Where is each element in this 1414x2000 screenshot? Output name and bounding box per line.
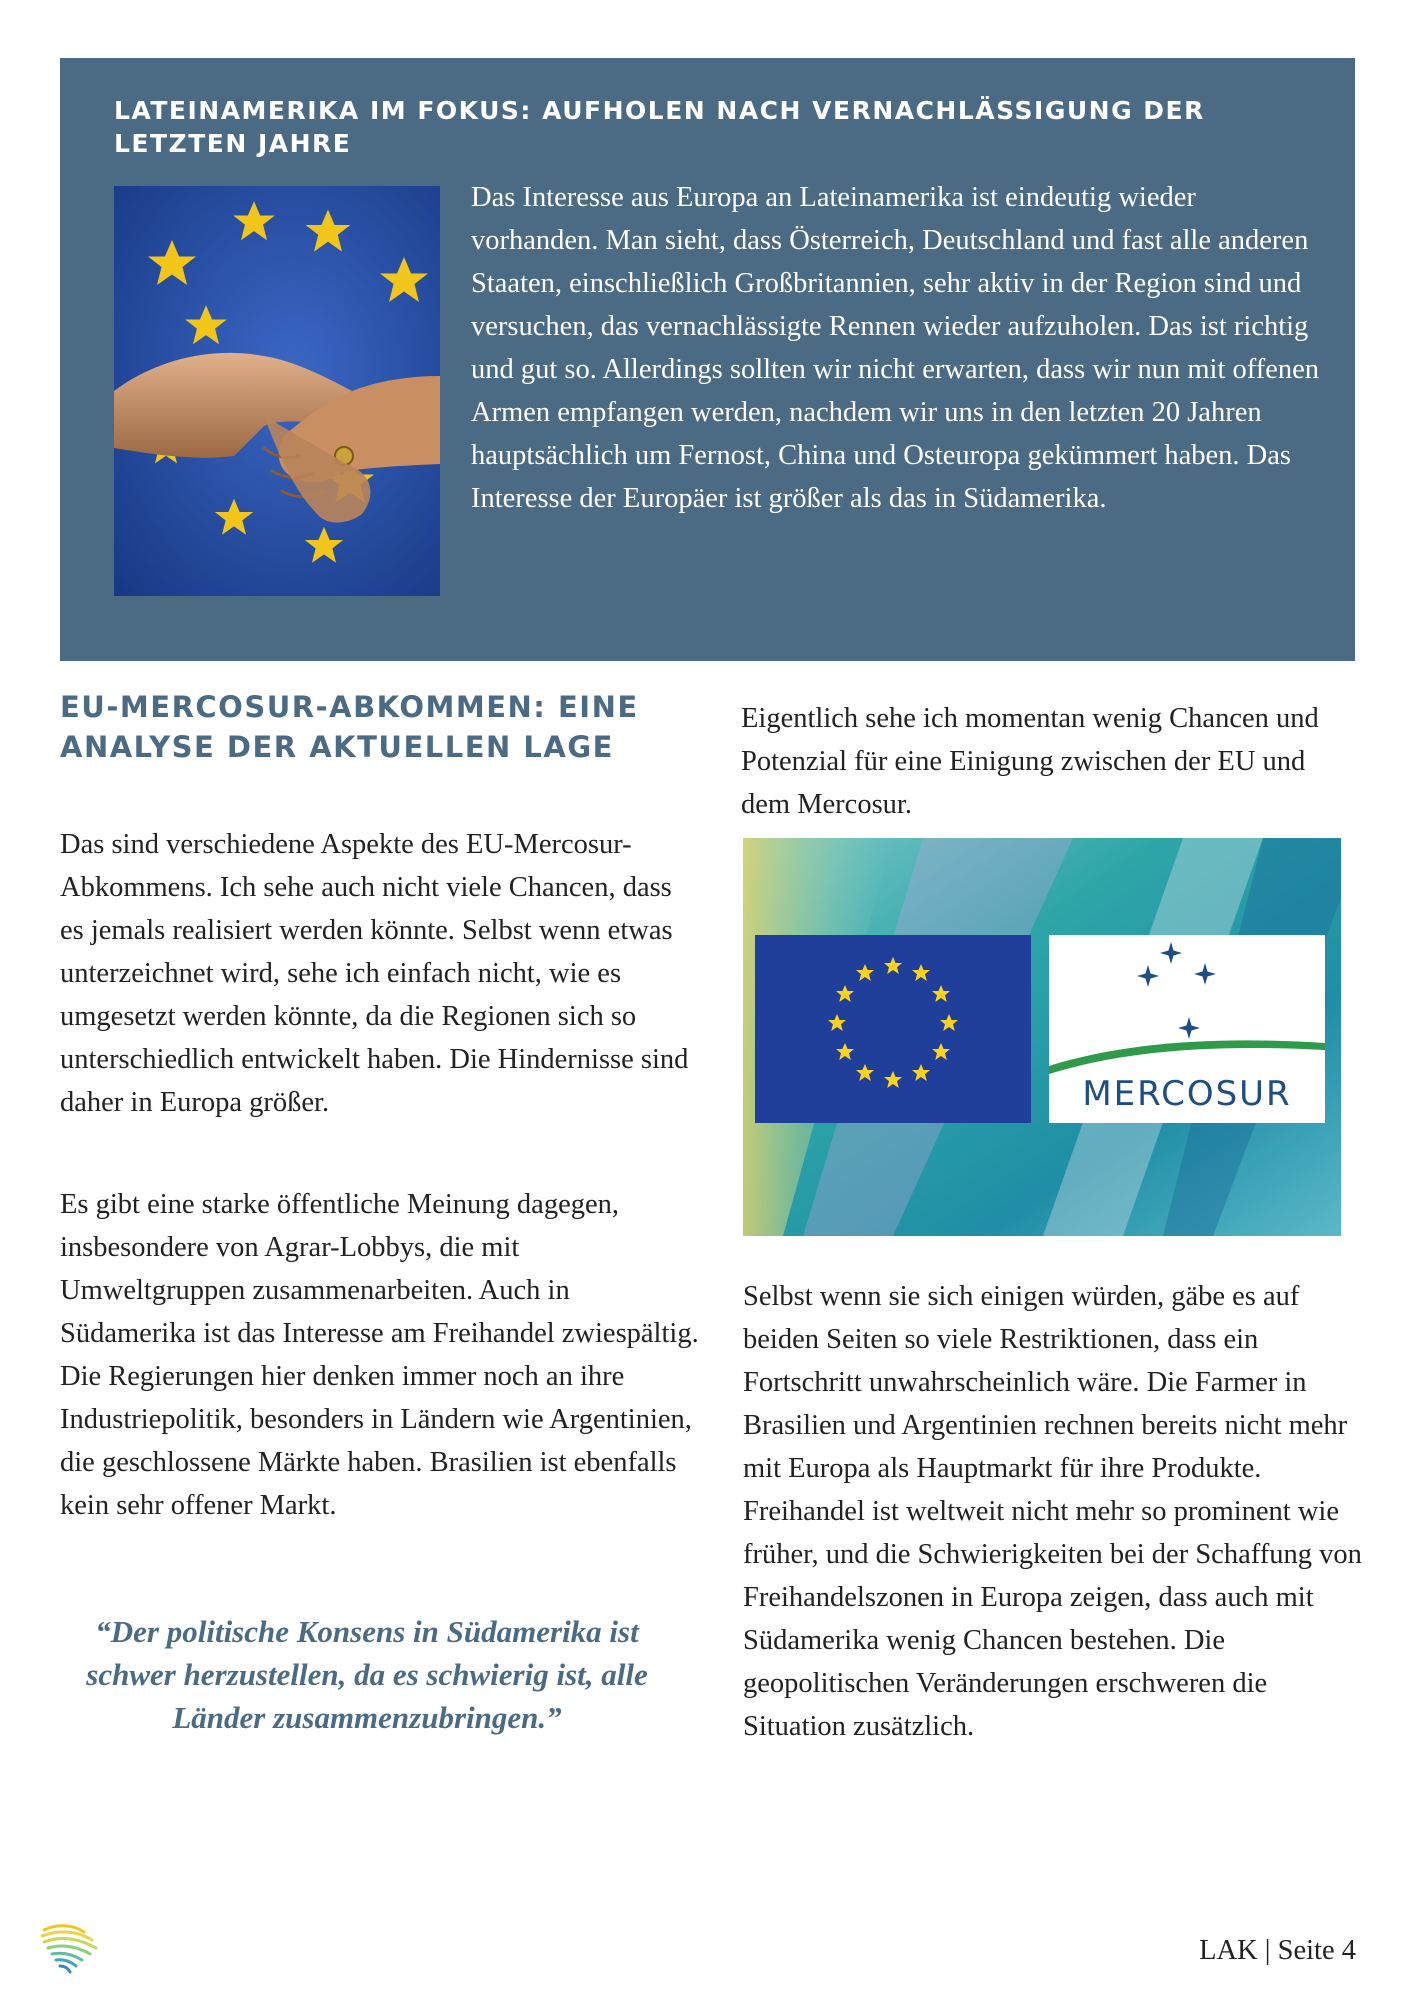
article-title: EU-MERCOSUR-ABKOMMEN: EINE ANALYSE DER AKTUELLEN LAGE (60, 690, 639, 764)
handshake-photo (114, 186, 440, 596)
lak-logo (38, 1918, 100, 1974)
intro-banner (60, 58, 1355, 661)
pull-quote: “Der politische Konsens in Südamerika ist schwer herzustellen, da es schwierig ist, alle Länder zusammenzubringen.” (86, 1614, 648, 1735)
article-paragraph-3: Eigentlich sehe ich momentan wenig Chancen und Potenzial für eine Einigung zwischen der EU und dem Mercosur. (741, 703, 1319, 820)
article-paragraph-2: Es gibt eine starke öffentliche Meinung dagegen, insbesondere von Agrar-Lobbys, die mit Umweltgruppen zusammenarbeiten. Auch in Südamerika ist das Interesse am Freihandel zwiespältig. Die Regierungen hier denken immer noch an ihre Industriepolitik, besonders in Ländern wie Argentinien, die geschlossene Märkte haben. Brasilien ist ebenfalls kein sehr offener Markt. (60, 1189, 699, 1521)
banner-title: LATEINAMERIKA IM FOKUS: AUFHOLEN NACH VERNACHLÄSSIGUNG DER LETZTEN JAHRE (114, 96, 1205, 158)
article-paragraph-4: Selbst wenn sie sich einigen würden, gäbe es auf beiden Seiten so viele Restriktionen, dass ein Fortschritt unwahrscheinlich wäre. Die Farmer in Brasilien und Argentinien rechnen bereits nicht mehr mit Europa als Hauptmarkt für ihre Produkte. Freihandel ist weltweit nicht mehr so prominent wie früher, und die Schwierigkeiten bei der Schaffung von Freihandelszonen in Europa zeigen, dass auch mit Südamerika wenig Chancen bestehen. Die geopolitischen Veränderungen erschweren die Situation zusätzlich. (743, 1281, 1362, 1742)
article-paragraph-1: Das sind verschiedene Aspekte des EU-Mercosur-Abkommens. Ich sehe auch nicht viele Chancen, dass es jemals realisiert werden könnte. Selbst wenn etwas unterzeichnet wird, sehe ich einfach nicht, wie es umgesetzt werden könnte, da die Regionen sich so unterschiedlich entwickelt haben. Die Hindernisse sind daher in Europa größer. (60, 829, 689, 1118)
page-number: LAK | Seite 4 (1199, 1935, 1356, 1966)
mercosur-label: MERCOSUR (1082, 1074, 1292, 1114)
eu-mercosur-flags-image (743, 838, 1341, 1236)
banner-text: Das Interesse aus Europa an Lateinamerika ist eindeutig wieder vorhanden. Man sieht, dass Österreich, Deutschland und fast alle anderen Staaten, einschließlich Großbritannien, sehr aktiv in der Region sind und versuchen, das vernachlässigte Rennen wieder aufzuholen. Das ist richtig und gut so. Allerdings sollten wir nicht erwarten, dass wir nun mit offenen Armen empfangen werden, nachdem wir uns in den letzten 20 Jahren hauptsächlich um Fernost, China und Osteuropa gekümmert haben. Das Interesse der Europäer ist größer als das in Südamerika. (471, 182, 1320, 514)
